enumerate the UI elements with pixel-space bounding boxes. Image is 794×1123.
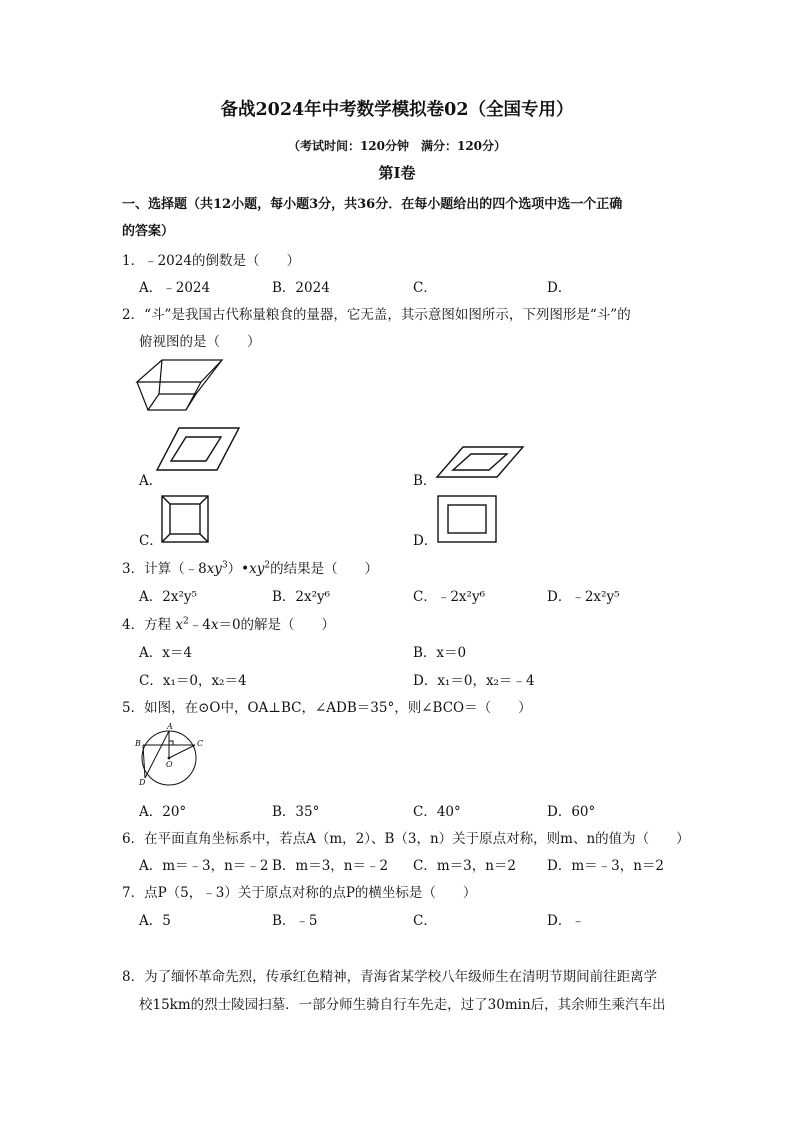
q1-option-a: A．﹣2024 — [139, 280, 211, 296]
section-heading: 一、选择题（共12小题，每小题3分，共36分．在每小题给出的四个选项中选一个正确 — [122, 197, 623, 212]
circle-geometry-figure — [134, 720, 204, 788]
question-5-stem: 5．如图，在⊙O中，OA⊥BC，∠ADB＝35°，则∠BCO＝（ ） — [122, 700, 532, 716]
q2-option-a-label: A． — [139, 473, 163, 489]
label-a: A — [167, 722, 173, 731]
q6-option-b: B．m＝3，n＝﹣2 — [272, 858, 389, 874]
exam-info: （考试时间：120分钟 满分：120分） — [287, 139, 507, 153]
question-7-stem: 7．点P（5，﹣3）关于原点对称的点P的横坐标是（ ） — [122, 885, 477, 901]
q4-option-d: D．x₁＝0，x₂＝﹣4 — [413, 673, 535, 689]
label-d: D — [139, 778, 146, 787]
q5-option-c: C．40° — [413, 804, 461, 820]
q2-option-d-figure — [436, 494, 498, 544]
q7-option-a: A．5 — [139, 913, 171, 929]
q7-option-d: D．﹣ — [547, 913, 585, 929]
label-b: B — [135, 739, 141, 748]
q2-option-c-figure — [160, 494, 210, 544]
q2-option-d-label: D． — [413, 533, 438, 549]
question-2-stem: 2．“斗”是我国古代称量粮食的量器，它无盖，其示意图如图所示，下列图形是“斗”的 — [122, 307, 631, 323]
q3-option-b: B．2x²y⁶ — [272, 589, 331, 605]
q4-option-b: B．x＝0 — [413, 645, 467, 661]
question-1-stem: 1．﹣2024的倒数是（ ） — [122, 253, 300, 269]
question-8-stem: 8．为了缅怀革命先烈，传承红色精神，青海省某学校八年级师生在清明节期间前往距离学 — [122, 969, 658, 985]
q1-option-d: D． — [547, 280, 572, 296]
page-title: 备战2024年中考数学模拟卷02（全国专用） — [220, 100, 574, 120]
q2-option-b-label: B． — [413, 473, 437, 489]
q1-option-b: B．2024 — [272, 280, 330, 296]
q1-option-c: C． — [413, 280, 437, 296]
q6-option-c: C．m＝3，n＝2 — [413, 858, 517, 874]
q7-option-c: C． — [413, 913, 437, 929]
question-2-stem-cont: 俯视图的是（ ） — [139, 334, 261, 350]
q6-option-a: A．m＝﹣3，n＝﹣2 — [139, 858, 269, 874]
q3-option-d: D．﹣2x²y⁵ — [547, 589, 620, 605]
q5-option-a: A．20° — [139, 804, 187, 820]
q7-option-b: B．﹣5 — [272, 913, 318, 929]
q2-option-b-figure — [435, 445, 525, 479]
label-c: C — [197, 739, 204, 748]
q2-option-a-figure — [155, 426, 241, 472]
volume-heading: 第Ⅰ卷 — [378, 164, 416, 182]
section-heading-cont: 的答案） — [122, 224, 175, 239]
label-o: O — [166, 760, 173, 769]
q4-option-a: A．x＝4 — [139, 645, 192, 661]
q3-option-c: C．﹣2x²y⁶ — [413, 589, 485, 605]
question-6-stem: 6．在平面直角坐标系中，若点A（m，2）、B（3，n）关于原点对称，则m、n的值为（ ） — [122, 831, 690, 847]
q5-option-d: D．60° — [547, 804, 596, 820]
q5-option-b: B．35° — [272, 804, 320, 820]
q4-option-c: C．x₁＝0，x₂＝4 — [139, 673, 247, 689]
question-4-stem: 4．方程 $x^2﹣4x=0$的解是（ ） — [122, 616, 336, 633]
question-8-stem-cont: 校15km的烈士陵园扫墓．一部分师生骑自行车先走，过了30min后，其余师生乘汽车出 — [139, 997, 666, 1013]
q3-option-a: A．2x²y⁵ — [139, 589, 197, 605]
q2-option-c-label: C． — [139, 533, 163, 549]
q6-option-d: D．m＝﹣3，n＝2 — [547, 858, 664, 874]
dou-vessel-figure — [134, 352, 226, 416]
question-3-stem: 3．计算$(﹣8xy^3)•xy^2$的结果是（ ） — [122, 560, 379, 577]
